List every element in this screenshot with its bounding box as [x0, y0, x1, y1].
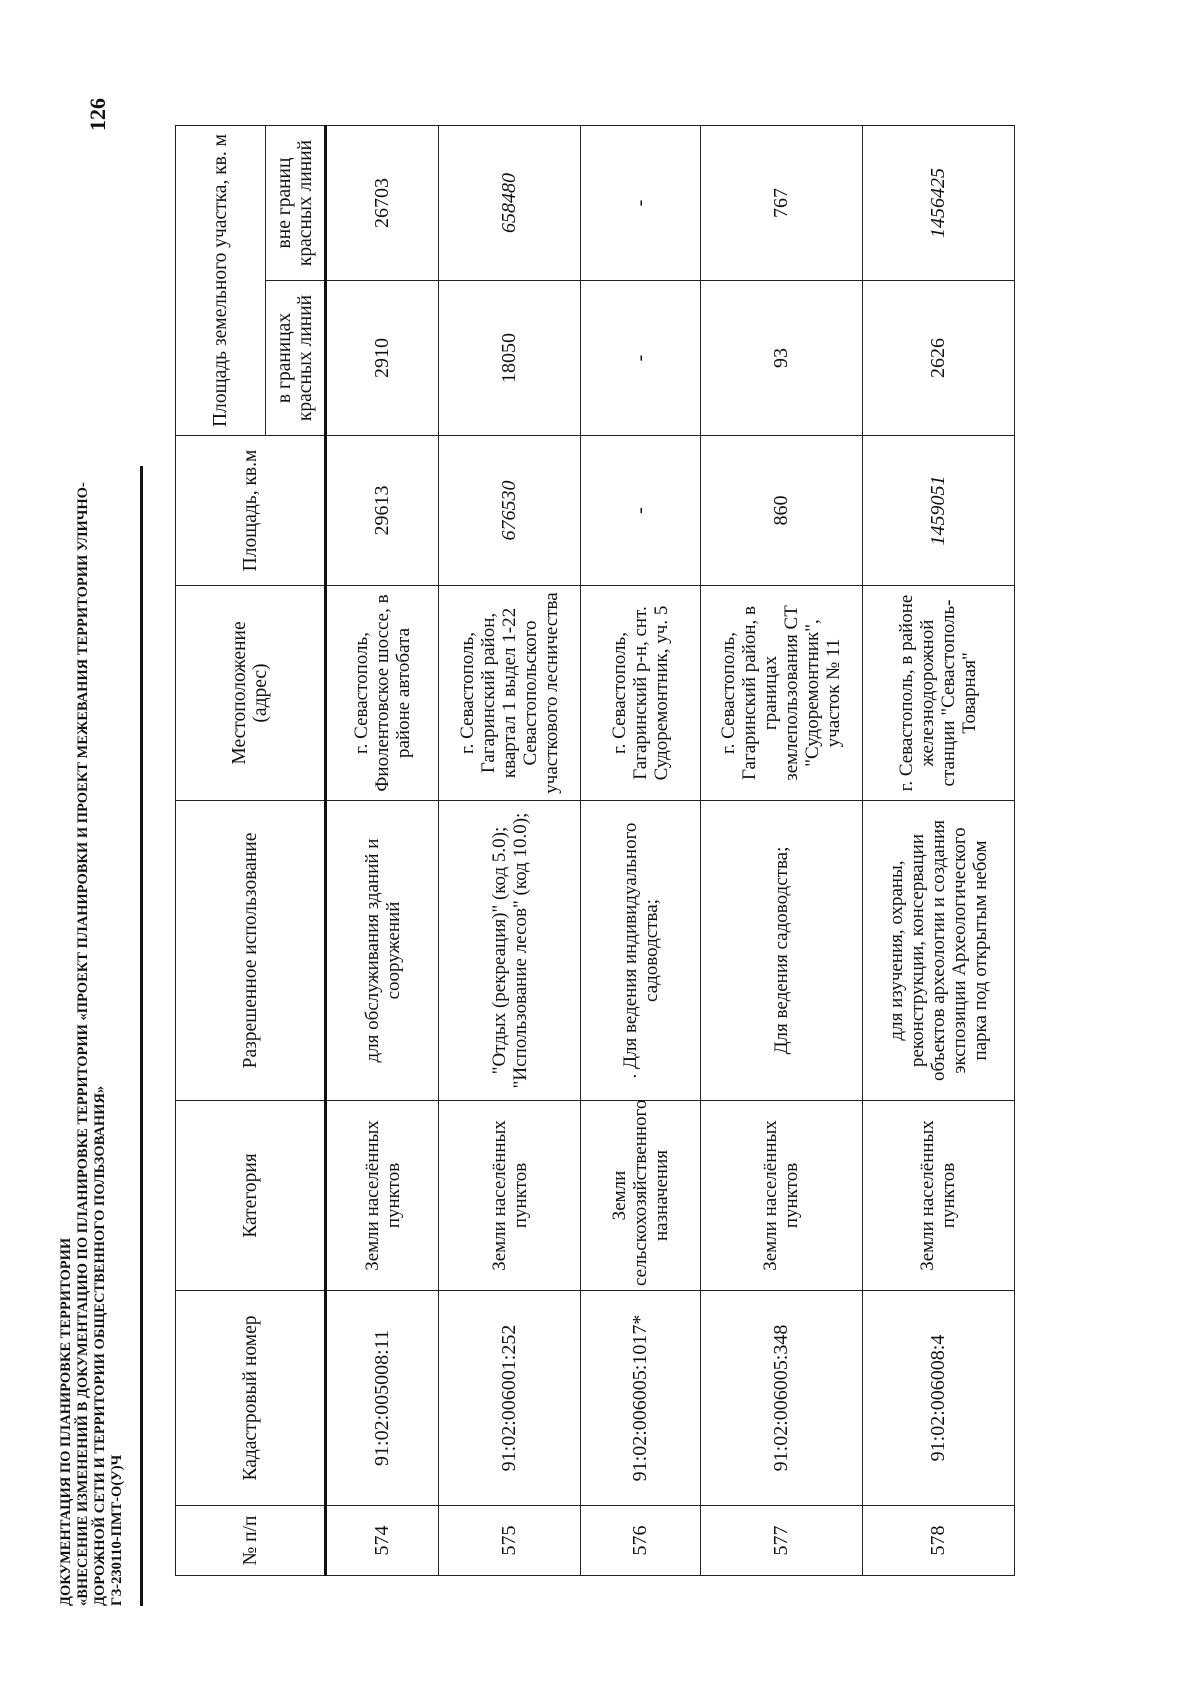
cell-cadastral: 91:02:006008:4 [862, 1291, 1014, 1506]
cell-area: 676530 [439, 436, 581, 586]
header-divider [140, 466, 143, 1606]
cell-outside: 1456425 [862, 126, 1014, 281]
cell-outside: - [581, 126, 701, 281]
header-land-area: Площадь земельного участка, кв. м [176, 126, 266, 436]
cell-usage: . Для ведения индивидуального садоводства; [581, 801, 701, 1101]
cell-usage: "Отдых (рекреация)" (код 5.0); "Использование лесов" (код 10.0); [439, 801, 581, 1101]
cell-usage: Для ведения садоводства; [700, 801, 862, 1101]
cell-num: 576 [581, 1506, 701, 1576]
header-num: № п/п [176, 1506, 326, 1576]
header-inside: в границах красных линий [266, 281, 326, 436]
document-header [58, 406, 126, 1606]
table-row [862, 126, 1014, 1576]
cell-inside: 2910 [326, 281, 439, 436]
cell-area: 1459051 [862, 436, 1014, 586]
cell-usage: для изучения, охраны, реконструкции, консервации объектов археологии и создания экспозиции Археологического парка под открытым небом [862, 801, 1014, 1101]
header-outside: вне границ красных линий [266, 126, 326, 281]
header-cadastral: Кадастровый номер [176, 1291, 326, 1506]
cell-area: 860 [700, 436, 862, 586]
cell-num: 575 [439, 1506, 581, 1576]
header-category: Категория [176, 1101, 326, 1291]
header-usage: Разрешенное использование [176, 801, 326, 1101]
cell-outside: 26703 [326, 126, 439, 281]
header-area: Площадь, кв.м [176, 436, 326, 586]
cell-outside: 767 [700, 126, 862, 281]
header-location: Местоположение (адрес) [176, 586, 326, 801]
cell-outside: 658480 [439, 126, 581, 281]
cell-inside: 18050 [439, 281, 581, 436]
cell-num: 574 [326, 1506, 439, 1576]
cell-location: г. Севастополь, Фиолентовское шоссе, в районе автобата [326, 586, 439, 801]
page-number: 126 [85, 98, 110, 131]
cell-category: Земли сельскохозяйственного назначения [581, 1101, 701, 1291]
cell-location: г. Севастополь, Гагаринский район, в границах землепользования СТ "Судоремонтник", участок № 11 [700, 586, 862, 801]
cell-cadastral: 91:02:006005:1017* [581, 1291, 701, 1506]
cell-inside: 93 [700, 281, 862, 436]
cell-area: 29613 [326, 436, 439, 586]
table-row [326, 126, 439, 1576]
table-row [700, 126, 862, 1576]
cell-num: 578 [862, 1506, 1014, 1576]
header-line-1: ДОКУМЕНТАЦИЯ ПО ПЛАНИРОВКЕ ТЕРРИТОРИИ [58, 1237, 74, 1606]
header-line-3: ДОРОЖНОЙ СЕТИ И ТЕРРИТОРИИ ОБЩЕСТВЕННОГО ПОЛЬЗОВАНИЯ» [92, 1085, 108, 1606]
cell-category: Земли населённых пунктов [439, 1101, 581, 1291]
table-row [439, 126, 581, 1576]
table-row [581, 126, 701, 1576]
header-line-2: «ВНЕСЕНИЕ ИЗМЕНЕНИЙ В ДОКУМЕНТАЦИЮ ПО ПЛАНИРОВКЕ ТЕРРИТОРИИ «ПРОЕКТ ПЛАНИРОВКИ И ПРОЕКТ МЕЖЕВАНИЯ ТЕРРИТОРИИ УЛИЧНО- [75, 482, 91, 1606]
cell-num: 577 [700, 1506, 862, 1576]
cell-category: Земли населённых пунктов [700, 1101, 862, 1291]
cell-area: - [581, 436, 701, 586]
header-line-4: ГЗ-230110-ПМТ-О(У)Ч [109, 1454, 125, 1606]
cell-category: Земли населённых пунктов [326, 1101, 439, 1291]
cell-cadastral: 91:02:006005:348 [700, 1291, 862, 1506]
cell-inside: - [581, 281, 701, 436]
cell-category: Земли населённых пунктов [862, 1101, 1014, 1291]
cell-cadastral: 91:02:005008:11 [326, 1291, 439, 1506]
cell-inside: 2626 [862, 281, 1014, 436]
cell-cadastral: 91:02:006001:252 [439, 1291, 581, 1506]
cell-usage: для обслуживания зданий и сооружений [326, 801, 439, 1101]
land-plots-table [175, 125, 1015, 1576]
cell-location: г. Севастополь, в районе железнодорожной станции "Севастополь-Товарная" [862, 586, 1014, 801]
cell-location: г. Севастополь, Гагаринский р-н, снт. Судоремонтник, уч. 5 [581, 586, 701, 801]
cell-location: г. Севастополь, Гагаринский район, квартал 1 выдел 1-22 Севастопольского участкового лесничества [439, 586, 581, 801]
